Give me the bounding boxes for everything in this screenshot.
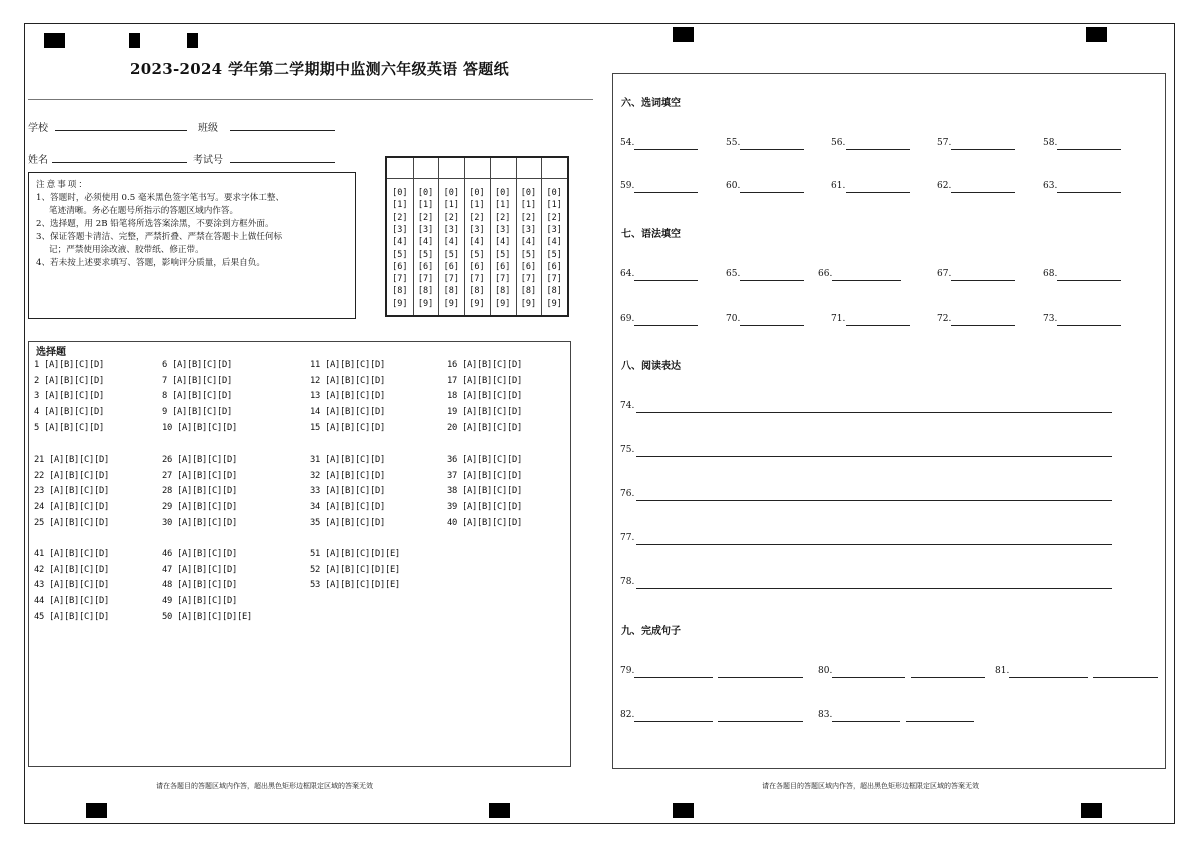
- choice-question-33[interactable]: 33 [A][B][C][D]: [310, 486, 385, 497]
- q70-answer-line[interactable]: [740, 325, 804, 326]
- exam-id-digit-bubble[interactable]: [4]: [546, 237, 562, 248]
- q76-label: 76.: [620, 489, 635, 499]
- q69-label: 69.: [620, 314, 635, 324]
- exam-id-digit-bubble[interactable]: [2]: [520, 212, 537, 223]
- exam-id-digit-bubble[interactable]: [7]: [495, 274, 511, 285]
- q64-answer-line[interactable]: [634, 280, 698, 281]
- choice-question-5[interactable]: 5 [A][B][C][D]: [34, 422, 104, 433]
- choice-question-47[interactable]: 47 [A][B][C][D]: [162, 564, 237, 575]
- choice-question-16[interactable]: 16 [A][B][C][D]: [447, 360, 522, 370]
- exam-id-digit-bubble[interactable]: [8]: [417, 286, 434, 297]
- choice-question-48[interactable]: 48 [A][B][C][D]: [162, 580, 237, 591]
- registration-mark: [129, 33, 140, 48]
- exam-id-digit-bubble[interactable]: [4]: [469, 237, 485, 248]
- exam-id-digit-bubble[interactable]: [6]: [469, 261, 485, 272]
- exam-no-field[interactable]: [230, 162, 335, 163]
- exam-id-digit-bubble[interactable]: [7]: [469, 274, 485, 285]
- exam-id-digit-bubble[interactable]: [5]: [392, 249, 408, 260]
- exam-id-digit-bubble[interactable]: [2]: [392, 212, 408, 223]
- exam-id-column: [490, 158, 517, 315]
- exam-id-digit-bubble[interactable]: [2]: [546, 212, 562, 223]
- exam-id-digit-bubble[interactable]: [3]: [546, 224, 562, 235]
- q61-answer-line[interactable]: [846, 192, 910, 193]
- choice-question-6[interactable]: 6 [A][B][C][D]: [162, 360, 232, 370]
- q63-answer-line[interactable]: [1057, 192, 1121, 193]
- notice-title: 注意事项：: [36, 180, 89, 190]
- choice-question-22[interactable]: 22 [A][B][C][D]: [34, 470, 109, 481]
- choice-question-19[interactable]: 19 [A][B][C][D]: [447, 407, 522, 418]
- q59-answer-line[interactable]: [634, 192, 698, 193]
- q59-label: 59.: [620, 181, 635, 191]
- exam-id-digit-bubble[interactable]: [5]: [546, 249, 562, 260]
- q81-label: 81.: [995, 666, 1010, 676]
- exam-id-digit-bubble[interactable]: [5]: [469, 249, 485, 260]
- choice-question-37[interactable]: 37 [A][B][C][D]: [447, 470, 522, 481]
- exam-id-digit-bubble[interactable]: [5]: [417, 249, 434, 260]
- exam-id-digit-bubble[interactable]: [2]: [417, 212, 434, 223]
- q63-label: 63.: [1043, 181, 1058, 191]
- q71-answer-line[interactable]: [846, 325, 910, 326]
- exam-id-digit-bubble[interactable]: [1]: [469, 200, 485, 211]
- choice-question-32[interactable]: 32 [A][B][C][D]: [310, 470, 385, 481]
- exam-id-digit-bubble[interactable]: [0]: [495, 188, 511, 198]
- choice-question-41[interactable]: 41 [A][B][C][D]: [34, 549, 109, 559]
- exam-no-label: 考试号: [193, 155, 223, 166]
- exam-id-digit-bubble[interactable]: [0]: [417, 188, 434, 198]
- q60-label: 60.: [726, 181, 741, 191]
- choice-question-34[interactable]: 34 [A][B][C][D]: [310, 502, 385, 513]
- q54-answer-line[interactable]: [634, 149, 698, 150]
- exam-id-digit-bubble[interactable]: [7]: [520, 274, 537, 285]
- exam-id-digit-bubble[interactable]: [1]: [520, 200, 537, 211]
- exam-id-digit-bubble[interactable]: [8]: [495, 286, 511, 297]
- q78-answer-line[interactable]: [636, 588, 1112, 589]
- notice-line: 1、答题时，必须使用 0.5 毫米黑色签字笔书写。要求字体工整、: [36, 193, 285, 203]
- q78-label: 78.: [620, 577, 635, 587]
- registration-mark: [673, 27, 694, 42]
- exam-id-digit-bubble[interactable]: [8]: [520, 286, 537, 297]
- notice-line: 记；严禁使用涂改液、胶带纸、修正带。: [49, 245, 204, 255]
- choice-question-29[interactable]: 29 [A][B][C][D]: [162, 502, 237, 513]
- choice-question-26[interactable]: 26 [A][B][C][D]: [162, 455, 237, 465]
- section-6-title: 六、选词填空: [621, 98, 681, 109]
- q60-answer-line[interactable]: [740, 192, 804, 193]
- q81-answer-line[interactable]: [1009, 677, 1088, 678]
- q62-answer-line[interactable]: [951, 192, 1015, 193]
- registration-mark: [187, 33, 198, 48]
- choice-question-36[interactable]: 36 [A][B][C][D]: [447, 455, 522, 465]
- exam-id-digit-bubble[interactable]: [1]: [392, 200, 408, 211]
- exam-id-column: [464, 158, 491, 315]
- exam-id-digit-bubble[interactable]: [5]: [443, 249, 459, 260]
- choice-question-30[interactable]: 30 [A][B][C][D]: [162, 517, 237, 528]
- exam-id-digit-bubble[interactable]: [2]: [469, 212, 485, 223]
- choice-question-20[interactable]: 20 [A][B][C][D]: [447, 422, 522, 433]
- registration-mark: [1081, 803, 1102, 818]
- choice-question-28[interactable]: 28 [A][B][C][D]: [162, 486, 237, 497]
- q83-label: 83.: [818, 710, 833, 720]
- exam-id-digit-bubble[interactable]: [4]: [495, 237, 511, 248]
- q57-label: 57.: [937, 138, 952, 148]
- choice-question-14[interactable]: 14 [A][B][C][D]: [310, 407, 385, 418]
- choice-title: 选择题: [36, 347, 66, 358]
- exam-id-digit-bubble[interactable]: [3]: [520, 224, 537, 235]
- q74-label: 74.: [620, 401, 635, 411]
- exam-id-digit-bubble[interactable]: [3]: [443, 224, 459, 235]
- q77-label: 77.: [620, 533, 635, 543]
- q61-label: 61.: [831, 181, 846, 191]
- answer-panel: [612, 73, 1166, 769]
- registration-mark: [673, 803, 694, 818]
- choice-question-10[interactable]: 10 [A][B][C][D]: [162, 422, 237, 433]
- exam-id-digit-bubble[interactable]: [1]: [443, 200, 459, 211]
- exam-id-digit-bubble[interactable]: [1]: [495, 200, 511, 211]
- exam-id-digit-bubble[interactable]: [6]: [495, 261, 511, 272]
- q82-label: 82.: [620, 710, 635, 720]
- choice-question-39[interactable]: 39 [A][B][C][D]: [447, 502, 522, 513]
- choice-question-25[interactable]: 25 [A][B][C][D]: [34, 517, 109, 528]
- choice-question-27[interactable]: 27 [A][B][C][D]: [162, 470, 237, 481]
- notice-line: 2、选择题，用 2B 铅笔将所选答案涂黑，不要涂到方框外面。: [36, 219, 274, 229]
- registration-mark: [489, 803, 510, 818]
- exam-id-digit-bubble[interactable]: [9]: [546, 298, 562, 309]
- notice-box: [28, 172, 356, 319]
- exam-id-digit-bubble[interactable]: [5]: [520, 249, 537, 260]
- choice-question-52[interactable]: 52 [A][B][C][D][E]: [310, 564, 400, 575]
- q64-label: 64.: [620, 269, 635, 279]
- exam-id-digit-bubble[interactable]: [8]: [469, 286, 485, 297]
- choice-question-44[interactable]: 44 [A][B][C][D]: [34, 596, 109, 607]
- q67-answer-line[interactable]: [951, 280, 1015, 281]
- q58-label: 58.: [1043, 138, 1058, 148]
- q75-label: 75.: [620, 445, 635, 455]
- choice-section: [28, 341, 571, 767]
- exam-id-digit-bubble[interactable]: [8]: [443, 286, 459, 297]
- exam-id-digit-bubble[interactable]: [7]: [392, 274, 408, 285]
- q70-label: 70.: [726, 314, 741, 324]
- q72-answer-line[interactable]: [951, 325, 1015, 326]
- exam-id-column: [516, 158, 543, 315]
- exam-id-grid: [385, 156, 569, 317]
- exam-id-digit-bubble[interactable]: [9]: [392, 298, 408, 309]
- section-8-title: 八、阅读表达: [621, 361, 681, 372]
- exam-id-digit-bubble[interactable]: [9]: [495, 298, 511, 309]
- choice-question-38[interactable]: 38 [A][B][C][D]: [447, 486, 522, 497]
- q65-answer-line[interactable]: [740, 280, 804, 281]
- footer-note: 请在各题目的答题区域内作答，超出黑色矩形边框限定区域的答案无效: [762, 782, 979, 790]
- choice-question-17[interactable]: 17 [A][B][C][D]: [447, 375, 522, 386]
- class-label: 班级: [198, 123, 218, 134]
- exam-id-digit-bubble[interactable]: [8]: [546, 286, 562, 297]
- notice-line: 笔迹清晰。务必在题号所指示的答题区域内作答。: [49, 206, 239, 216]
- exam-id-column: [387, 158, 414, 315]
- q83-answer-line[interactable]: [832, 721, 900, 722]
- exam-id-digit-bubble[interactable]: [9]: [520, 298, 537, 309]
- choice-question-31[interactable]: 31 [A][B][C][D]: [310, 455, 385, 465]
- exam-id-digit-bubble[interactable]: [2]: [443, 212, 459, 223]
- q79-answer-line[interactable]: [718, 677, 803, 678]
- q67-label: 67.: [937, 269, 952, 279]
- exam-id-column: [438, 158, 465, 315]
- choice-question-4[interactable]: 4 [A][B][C][D]: [34, 407, 104, 418]
- section-7-title: 七、语法填空: [621, 229, 681, 240]
- exam-id-digit-bubble[interactable]: [7]: [443, 274, 459, 285]
- exam-id-digit-bubble[interactable]: [0]: [469, 188, 485, 198]
- q73-label: 73.: [1043, 314, 1058, 324]
- exam-id-digit-bubble[interactable]: [7]: [417, 274, 434, 285]
- exam-id-digit-bubble[interactable]: [2]: [495, 212, 511, 223]
- exam-id-digit-bubble[interactable]: [5]: [495, 249, 511, 260]
- q73-answer-line[interactable]: [1057, 325, 1121, 326]
- choice-question-7[interactable]: 7 [A][B][C][D]: [162, 375, 232, 386]
- exam-id-digit-bubble[interactable]: [1]: [417, 200, 434, 211]
- choice-question-1[interactable]: 1 [A][B][C][D]: [34, 360, 104, 370]
- registration-mark: [1086, 27, 1107, 42]
- choice-question-40[interactable]: 40 [A][B][C][D]: [447, 517, 522, 528]
- q69-answer-line[interactable]: [634, 325, 698, 326]
- q76-answer-line[interactable]: [636, 500, 1112, 501]
- choice-question-21[interactable]: 21 [A][B][C][D]: [34, 455, 109, 465]
- choice-question-15[interactable]: 15 [A][B][C][D]: [310, 422, 385, 433]
- choice-question-45[interactable]: 45 [A][B][C][D]: [34, 611, 109, 622]
- choice-question-24[interactable]: 24 [A][B][C][D]: [34, 502, 109, 513]
- choice-question-49[interactable]: 49 [A][B][C][D]: [162, 596, 237, 607]
- q68-answer-line[interactable]: [1057, 280, 1121, 281]
- q79-label: 79.: [620, 666, 635, 676]
- notice-line: 3、保证答题卡清洁、完整，严禁折叠、严禁在答题卡上做任何标: [36, 232, 283, 242]
- exam-id-digit-bubble[interactable]: [3]: [417, 224, 434, 235]
- exam-id-digit-bubble[interactable]: [0]: [546, 188, 562, 198]
- exam-id-digit-bubble[interactable]: [0]: [520, 188, 537, 198]
- choice-question-42[interactable]: 42 [A][B][C][D]: [34, 564, 109, 575]
- q82-answer-line[interactable]: [634, 721, 713, 722]
- choice-question-9[interactable]: 9 [A][B][C][D]: [162, 407, 232, 418]
- choice-question-8[interactable]: 8 [A][B][C][D]: [162, 391, 232, 402]
- q81-answer-line[interactable]: [1093, 677, 1158, 678]
- school-field[interactable]: [55, 130, 187, 131]
- exam-id-digit-bubble[interactable]: [9]: [417, 298, 434, 309]
- choice-question-13[interactable]: 13 [A][B][C][D]: [310, 391, 385, 402]
- exam-id-digit-bubble[interactable]: [6]: [417, 261, 434, 272]
- choice-question-18[interactable]: 18 [A][B][C][D]: [447, 391, 522, 402]
- exam-id-column: [541, 158, 567, 315]
- notice-line: 4、若未按上述要求填写、答题，影响评分质量，后果自负。: [36, 258, 265, 268]
- q58-answer-line[interactable]: [1057, 149, 1121, 150]
- class-field[interactable]: [230, 130, 335, 131]
- q66-answer-line[interactable]: [832, 280, 901, 281]
- exam-id-digit-bubble[interactable]: [7]: [546, 274, 562, 285]
- choice-question-2[interactable]: 2 [A][B][C][D]: [34, 375, 104, 386]
- exam-id-digit-bubble[interactable]: [4]: [392, 237, 408, 248]
- exam-id-digit-bubble[interactable]: [4]: [417, 237, 434, 248]
- q55-label: 55.: [726, 138, 741, 148]
- name-field[interactable]: [52, 162, 187, 163]
- choice-question-12[interactable]: 12 [A][B][C][D]: [310, 375, 385, 386]
- exam-id-digit-bubble[interactable]: [3]: [469, 224, 485, 235]
- exam-id-digit-bubble[interactable]: [3]: [495, 224, 511, 235]
- choice-question-3[interactable]: 3 [A][B][C][D]: [34, 391, 104, 402]
- q71-label: 71.: [831, 314, 846, 324]
- q56-answer-line[interactable]: [846, 149, 910, 150]
- q57-answer-line[interactable]: [951, 149, 1015, 150]
- q68-label: 68.: [1043, 269, 1058, 279]
- choice-question-23[interactable]: 23 [A][B][C][D]: [34, 486, 109, 497]
- exam-id-digit-bubble[interactable]: [4]: [443, 237, 459, 248]
- exam-id-column: [413, 158, 440, 315]
- q80-answer-line[interactable]: [911, 677, 985, 678]
- choice-question-35[interactable]: 35 [A][B][C][D]: [310, 517, 385, 528]
- exam-id-digit-bubble[interactable]: [1]: [546, 200, 562, 211]
- footer-note: 请在各题目的答题区域内作答，超出黑色矩形边框限定区域的答案无效: [156, 782, 373, 790]
- q77-answer-line[interactable]: [636, 544, 1112, 545]
- exam-id-digit-bubble[interactable]: [0]: [392, 188, 408, 198]
- q62-label: 62.: [937, 181, 952, 191]
- choice-question-11[interactable]: 11 [A][B][C][D]: [310, 360, 385, 370]
- q75-answer-line[interactable]: [636, 456, 1112, 457]
- q82-answer-line[interactable]: [718, 721, 803, 722]
- exam-id-digit-bubble[interactable]: [0]: [443, 188, 459, 198]
- choice-question-51[interactable]: 51 [A][B][C][D][E]: [310, 549, 400, 559]
- exam-id-digit-bubble[interactable]: [6]: [520, 261, 537, 272]
- section-9-title: 九、完成句子: [621, 626, 681, 637]
- exam-id-digit-bubble[interactable]: [6]: [443, 261, 459, 272]
- q80-label: 80.: [818, 666, 833, 676]
- choice-question-46[interactable]: 46 [A][B][C][D]: [162, 549, 237, 559]
- q66-label: 66.: [818, 269, 833, 279]
- exam-id-digit-bubble[interactable]: [8]: [392, 286, 408, 297]
- exam-id-digit-bubble[interactable]: [9]: [469, 298, 485, 309]
- divider: [28, 99, 593, 100]
- exam-id-digit-bubble[interactable]: [6]: [392, 261, 408, 272]
- choice-question-50[interactable]: 50 [A][B][C][D][E]: [162, 611, 252, 622]
- name-label: 姓名: [28, 155, 48, 166]
- choice-question-43[interactable]: 43 [A][B][C][D]: [34, 580, 109, 591]
- q74-answer-line[interactable]: [636, 412, 1112, 413]
- exam-id-digit-bubble[interactable]: [6]: [546, 261, 562, 272]
- q72-label: 72.: [937, 314, 952, 324]
- q83-answer-line[interactable]: [906, 721, 974, 722]
- exam-id-digit-bubble[interactable]: [3]: [392, 224, 408, 235]
- school-label: 学校: [28, 123, 48, 134]
- q56-label: 56.: [831, 138, 846, 148]
- q80-answer-line[interactable]: [832, 677, 905, 678]
- exam-id-digit-bubble[interactable]: [4]: [520, 237, 537, 248]
- registration-mark: [86, 803, 107, 818]
- exam-id-digit-bubble[interactable]: [9]: [443, 298, 459, 309]
- q55-answer-line[interactable]: [740, 149, 804, 150]
- q65-label: 65.: [726, 269, 741, 279]
- page-title: 2023-2024 学年第二学期期中监测六年级英语 答题纸: [130, 60, 509, 78]
- q54-label: 54.: [620, 138, 635, 148]
- choice-question-53[interactable]: 53 [A][B][C][D][E]: [310, 580, 400, 591]
- registration-mark: [44, 33, 65, 48]
- q79-answer-line[interactable]: [634, 677, 713, 678]
